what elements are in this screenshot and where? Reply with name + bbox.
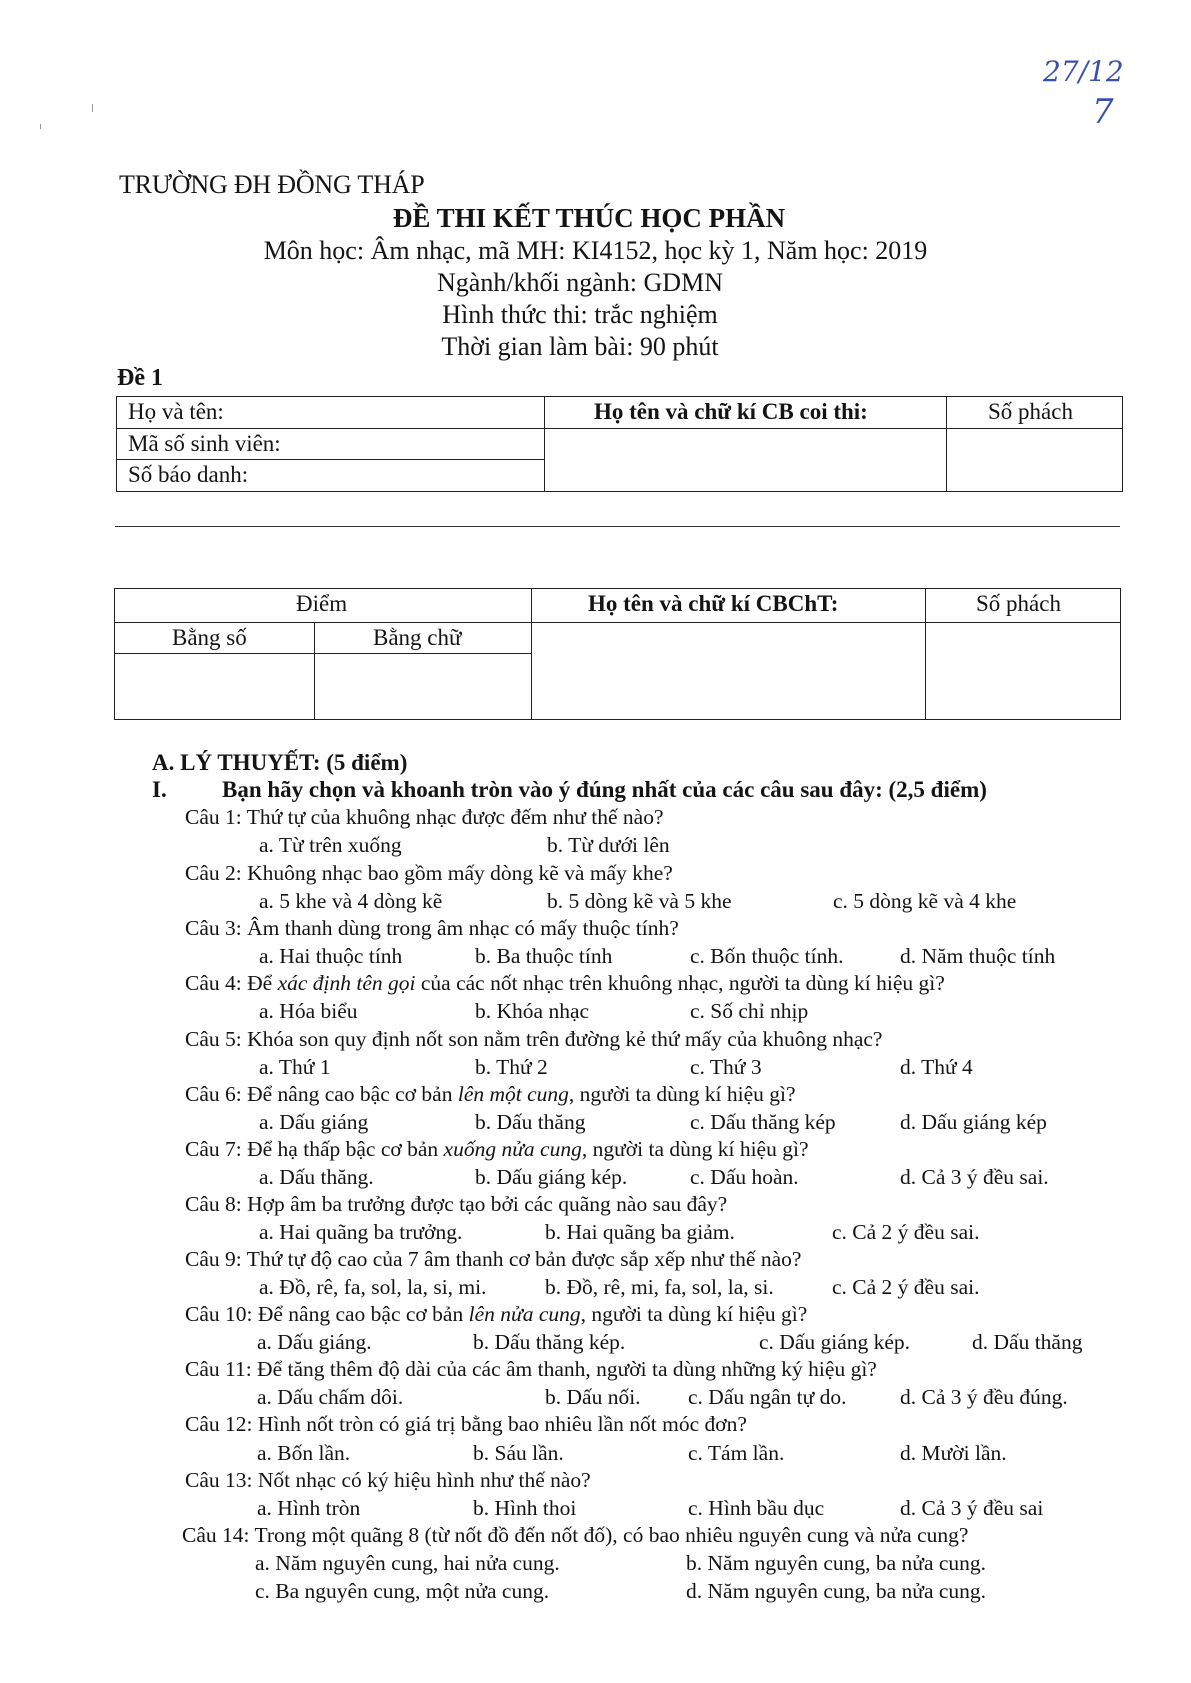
question-6 xyxy=(185,1082,796,1107)
q3-option-d: d. Năm thuộc tính xyxy=(900,944,1056,968)
q11-option-a: a. Dấu chấm dôi. xyxy=(257,1385,404,1409)
q4-option-c: c. Số chỉ nhịp xyxy=(690,999,809,1023)
table-divider xyxy=(544,396,545,492)
q10-option-d: d. Dấu thăng xyxy=(972,1330,1083,1354)
question-12: Câu 12: Hình nốt tròn có giá trị bằng bao nhiêu lần nốt móc đơn? xyxy=(185,1412,747,1436)
q11-option-b: b. Dấu nối. xyxy=(545,1385,641,1409)
score-number-label: Bằng số xyxy=(172,625,247,650)
q9-option-c: c. Cả 2 ý đều sai. xyxy=(832,1275,980,1299)
question-11: Câu 11: Để tăng thêm độ dài của các âm thanh, người ta dùng những ký hiệu gì? xyxy=(185,1357,877,1381)
q5-option-a: a. Thứ 1 xyxy=(259,1055,331,1079)
q3-option-b: b. Ba thuộc tính xyxy=(475,944,613,968)
code-label: Số phách xyxy=(988,399,1073,424)
duration-line: Thời gian làm bài: 90 phút xyxy=(441,332,719,361)
q3-option-a: a. Hai thuộc tính xyxy=(259,944,403,968)
q2-option-b: b. 5 dòng kẽ và 5 khe xyxy=(547,889,732,913)
q10-option-b: b. Dấu thăng kép. xyxy=(473,1330,626,1354)
scan-speck xyxy=(92,104,93,112)
q4-option-b: b. Khóa nhạc xyxy=(475,999,590,1023)
scan-speck xyxy=(40,124,41,129)
q14-option-a: a. Năm nguyên cung, hai nửa cung. xyxy=(255,1551,560,1575)
q6-option-d: d. Dấu giáng kép xyxy=(900,1110,1047,1134)
handwritten-date: 27/12 xyxy=(1043,55,1124,88)
table-divider xyxy=(314,622,315,720)
score-words-label: Bằng chữ xyxy=(373,625,462,650)
table-divider xyxy=(116,459,545,460)
q7-option-a: a. Dấu thăng. xyxy=(259,1165,374,1189)
q6-option-a: a. Dấu giáng xyxy=(259,1110,369,1134)
q1-option-b: b. Từ dưới lên xyxy=(547,833,670,857)
question-9: Câu 9: Thứ tự độ cao của 7 âm thanh cơ bản được sắp xếp như thế nào? xyxy=(185,1247,802,1271)
q2-option-a: a. 5 khe và 4 dòng kẽ xyxy=(259,889,443,913)
q4-option-a: a. Hóa biểu xyxy=(259,999,358,1023)
question-3: Câu 3: Âm thanh dùng trong âm nhạc có mấy thuộc tính? xyxy=(185,916,679,940)
question-14: Câu 14: Trong một quãng 8 (từ nốt đồ đến nốt đố), có bao nhiêu nguyên cung và nửa cung? xyxy=(182,1523,969,1547)
table-divider xyxy=(946,396,947,492)
exam-code: Đề 1 xyxy=(117,365,163,391)
q12-option-c: c. Tám lần. xyxy=(688,1441,785,1465)
q7-option-b: b. Dấu giáng kép. xyxy=(475,1165,628,1189)
q9-option-b: b. Đồ, rê, mi, fa, sol, la, si. xyxy=(545,1275,774,1299)
q4-text-post: của các nốt nhạc trên khuông nhạc, người ta dùng kí hiệu gì? xyxy=(415,971,945,995)
name-label: Họ và tên: xyxy=(128,399,224,424)
q12-option-b: b. Sáu lần. xyxy=(473,1441,564,1465)
q1-option-a: a. Từ trên xuống xyxy=(259,833,402,857)
q10-option-c: c. Dấu giáng kép. xyxy=(759,1330,911,1354)
q6-option-b: b. Dấu thăng xyxy=(475,1110,586,1134)
q8-option-c: c. Cả 2 ý đều sai. xyxy=(832,1220,980,1244)
section-i-heading: Bạn hãy chọn và khoanh tròn vào ý đúng nhất của các câu sau đây: (2,5 điểm) xyxy=(222,777,987,802)
q6-text-post: , người ta dùng kí hiệu gì? xyxy=(568,1082,796,1106)
q14-option-b: b. Năm nguyên cung, ba nửa cung. xyxy=(686,1551,987,1575)
proctor-label: Họ tên và chữ kí CB coi thi: xyxy=(594,399,868,424)
handwritten-score: 7 xyxy=(1092,92,1114,132)
q12-option-a: a. Bốn lần. xyxy=(257,1441,351,1465)
q5-option-d: d. Thứ 4 xyxy=(900,1055,973,1079)
table-divider xyxy=(925,588,926,720)
q10-text-post: , người ta dùng kí hiệu gì? xyxy=(580,1302,808,1326)
grader-label: Họ tên và chữ kí CBChT: xyxy=(588,591,839,616)
q14-option-c: c. Ba nguyên cung, một nửa cung. xyxy=(255,1579,550,1603)
question-8: Câu 8: Hợp âm ba trưởng được tạo bởi các quãng nào sau đây? xyxy=(185,1192,728,1216)
major-line: Ngành/khối ngành: GDMN xyxy=(437,268,723,297)
question-5: Câu 5: Khóa son quy định nốt son nằm trên đường kẻ thứ mấy của khuông nhạc? xyxy=(185,1027,883,1051)
question-2: Câu 2: Khuông nhạc bao gồm mấy dòng kẽ và mấy khe? xyxy=(185,861,673,885)
q14-option-d: d. Năm nguyên cung, ba nửa cung. xyxy=(686,1579,987,1603)
section-a-heading: A. LÝ THUYẾT: (5 điểm) xyxy=(152,750,408,775)
q2-option-c: c. 5 dòng kẽ và 4 khe xyxy=(833,889,1017,913)
q7-text-emphasis: xuống nửa cung xyxy=(443,1137,582,1161)
student-id-label: Mã số sinh viên: xyxy=(128,431,281,456)
section-i-number: I. xyxy=(152,777,167,802)
q13-option-a: a. Hình tròn xyxy=(257,1496,361,1520)
school-name: TRƯỜNG ĐH ĐỒNG THÁP xyxy=(119,170,425,199)
q12-option-d: d. Mười lần. xyxy=(900,1441,1007,1465)
exam-title: ĐỀ THI KẾT THÚC HỌC PHẦN xyxy=(392,203,786,233)
q7-option-c: c. Dấu hoàn. xyxy=(690,1165,799,1189)
q11-option-d: d. Cả 3 ý đều đúng. xyxy=(900,1385,1068,1409)
table-divider xyxy=(116,428,1123,429)
cut-line xyxy=(115,526,1120,527)
q13-option-d: d. Cả 3 ý đều sai xyxy=(900,1496,1044,1520)
q10-text-emphasis: lên nửa cung xyxy=(468,1302,581,1326)
q7-option-d: d. Cả 3 ý đều sai. xyxy=(900,1165,1049,1189)
candidate-number-label: Số báo danh: xyxy=(128,462,249,487)
exam-form-line: Hình thức thi: trắc nghiệm xyxy=(442,300,718,329)
q13-option-b: b. Hình thoi xyxy=(473,1496,577,1520)
q8-option-a: a. Hai quãng ba trưởng. xyxy=(259,1220,463,1244)
q10-text-pre: Câu 10: Để nâng cao bậc cơ bản xyxy=(185,1302,469,1326)
q7-text-post: , người ta dùng kí hiệu gì? xyxy=(581,1137,809,1161)
q5-option-c: c. Thứ 3 xyxy=(690,1055,762,1079)
score-label: Điểm xyxy=(296,591,348,616)
question-13: Câu 13: Nốt nhạc có ký hiệu hình như thế nào? xyxy=(185,1468,591,1492)
q4-text-emphasis: xác định tên gọi xyxy=(277,971,416,995)
code-label-2: Số phách xyxy=(976,591,1061,616)
q3-option-c: c. Bốn thuộc tính. xyxy=(690,944,844,968)
table-divider xyxy=(114,653,532,654)
q10-option-a: a. Dấu giáng. xyxy=(257,1330,372,1354)
question-7 xyxy=(185,1137,809,1162)
subject-line: Môn học: Âm nhạc, mã MH: KI4152, học kỳ 1, Năm học: 2019 xyxy=(263,236,928,265)
table-divider xyxy=(531,588,532,720)
question-1: Câu 1: Thứ tự của khuông nhạc được đếm như thế nào? xyxy=(185,805,664,829)
q13-option-c: c. Hình bầu dục xyxy=(688,1496,825,1520)
q4-text-pre: Câu 4: Để xyxy=(185,971,278,995)
q8-option-b: b. Hai quãng ba giảm. xyxy=(545,1220,735,1244)
q9-option-a: a. Đồ, rê, fa, sol, la, si, mi. xyxy=(259,1275,487,1299)
q6-text-emphasis: lên một cung xyxy=(457,1082,569,1106)
table-divider xyxy=(114,622,1121,623)
q6-option-c: c. Dấu thăng kép xyxy=(690,1110,836,1134)
q7-text-pre: Câu 7: Để hạ thấp bậc cơ bản xyxy=(185,1137,444,1161)
q5-option-b: b. Thứ 2 xyxy=(475,1055,548,1079)
q6-text-pre: Câu 6: Để nâng cao bậc cơ bản xyxy=(185,1082,458,1106)
question-4 xyxy=(185,971,945,996)
question-10 xyxy=(185,1302,807,1327)
q11-option-c: c. Dấu ngân tự do. xyxy=(688,1385,847,1409)
